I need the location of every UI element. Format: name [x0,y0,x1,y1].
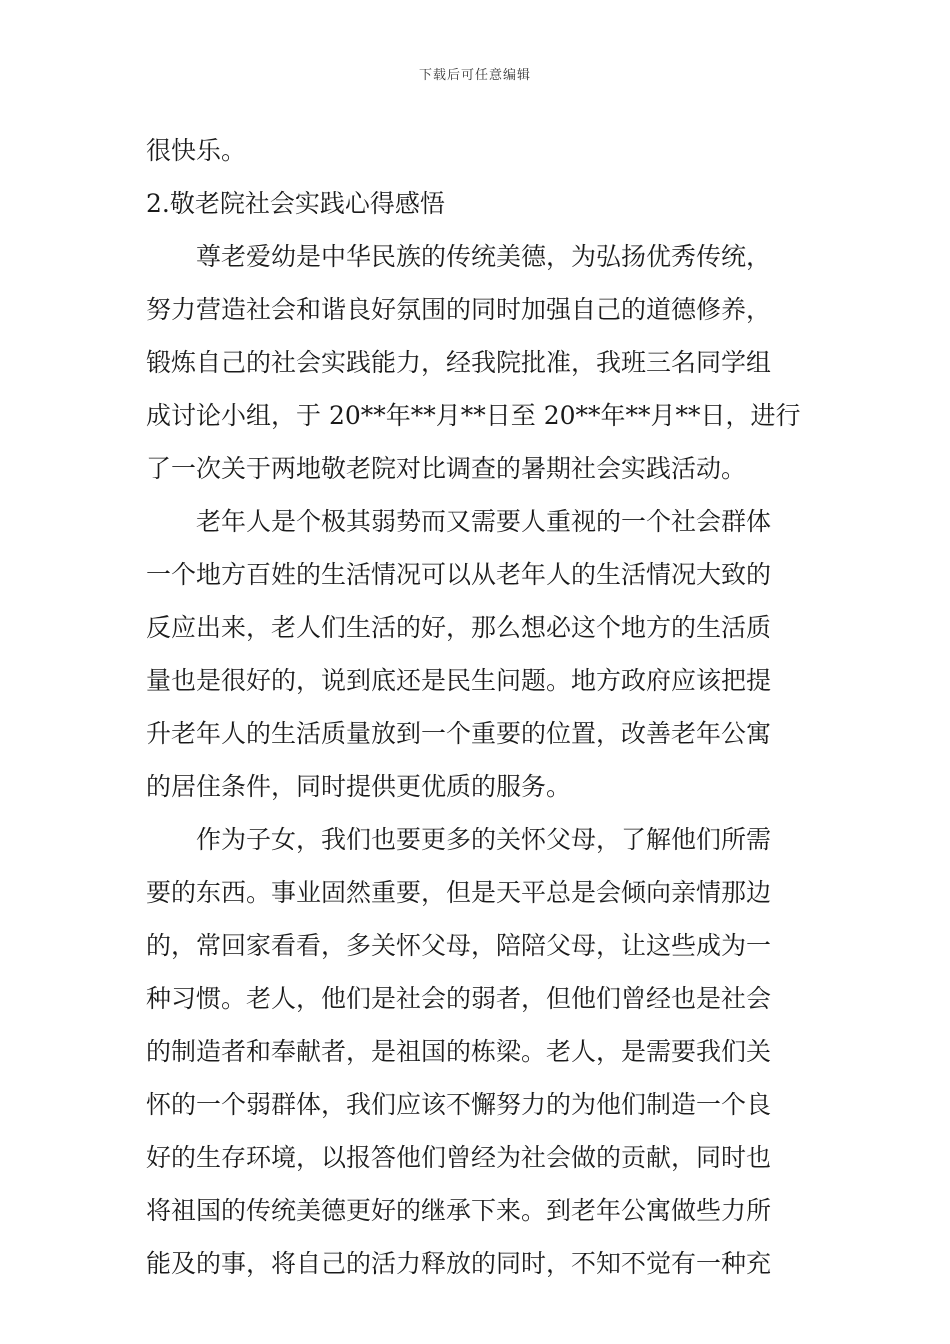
text-line: 升老年人的生活质量放到一个重要的位置，改善老年公寓 [146,719,772,748]
text-line: 一个地方百姓的生活情况可以从老年人的生活情况大致的 [146,560,772,589]
text-line: 反应出来，老人们生活的好，那么想必这个地方的生活质 [146,613,772,642]
text-line: 了一次关于两地敬老院对比调查的暑期社会实践活动。 [146,454,747,483]
text-line: 努力营造社会和谐良好氛围的同时加强自己的道德修养， [146,295,772,324]
text-line: 好的生存环境，以报答他们曾经为社会做的贡献，同时也 [146,1143,772,1172]
text-line: 怀的一个弱群体，我们应该不懈努力的为他们制造一个良 [146,1090,772,1119]
section-heading: 2.敬老院社会实践心得感悟 [146,189,445,218]
text-line: 的制造者和奉献者，是祖国的栋梁。老人，是需要我们关 [146,1037,772,1066]
text-line: 作为子女，我们也要更多的关怀父母，了解他们所需 [196,825,772,854]
text-line: 要的东西。事业固然重要，但是天平总是会倾向亲情那边 [146,878,772,907]
document-body [146,124,806,1290]
text-line: 能及的事，将自己的活力释放的同时，不知不觉有一种充 [146,1249,772,1278]
text-line: 尊老爱幼是中华民族的传统美德，为弘扬优秀传统， [196,242,772,271]
text-line: 种习惯。老人，他们是社会的弱者，但他们曾经也是社会 [146,984,772,1013]
text-line: 成讨论小组，于 20**年**月**日至 20**年**月**日，进行 [146,401,801,430]
text-line: 量也是很好的，说到底还是民生问题。地方政府应该把提 [146,666,772,695]
page-header: 下载后可任意编辑 [418,68,531,83]
text-line: 将祖国的传统美德更好的继承下来。到老年公寓做些力所 [146,1196,772,1225]
text-line: 锻炼自己的社会实践能力，经我院批准，我班三名同学组 [146,348,772,377]
text-line: 很快乐。 [146,136,247,165]
text-line: 老年人是个极其弱势而又需要人重视的一个社会群体 [196,507,772,536]
text-line: 的居住条件，同时提供更优质的服务。 [146,772,572,801]
text-line: 的，常回家看看，多关怀父母，陪陪父母，让这些成为一 [146,931,772,960]
